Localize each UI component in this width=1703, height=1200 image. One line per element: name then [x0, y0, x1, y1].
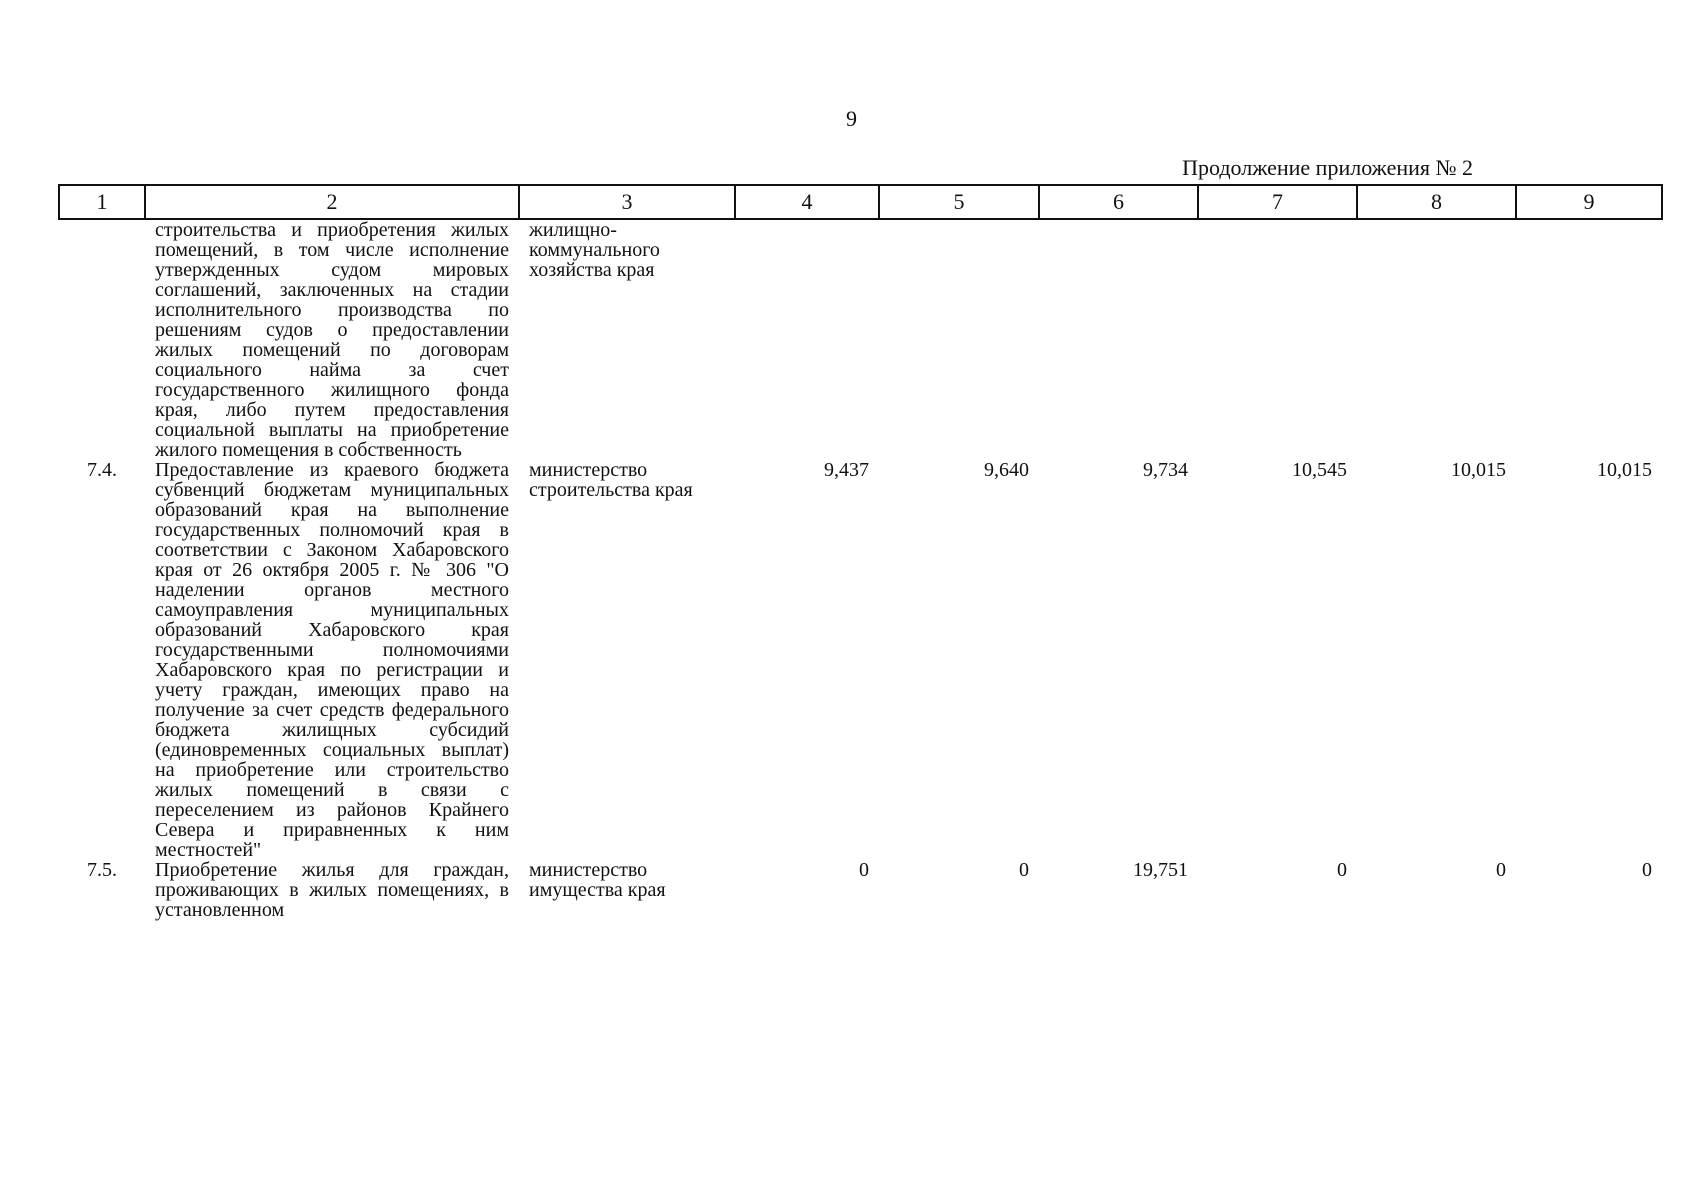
- row-value: [1039, 219, 1198, 460]
- row-number: [59, 219, 145, 460]
- row-value: 10,545: [1292, 459, 1347, 481]
- row-description: Предоставление из краевого бюджета субвенций бюджетам муниципальных образований края на выполнение государственных полномочий края в соответствии с Законом Хабаровского края от 26 октября 2005 г. № 306 "О наделении органов местного самоуправления муниципальных образований Хабаровского края государственными полномочиями Хабаровского края по регистрации и учету граждан, имеющих право на получение за счет средств федерального бюджета жилищных субсидий (единовременных социальных выплат) на приобретение или строительство жилых помещений в связи с переселением из районов Крайнего Севера и приравненных к ним местностей": [155, 459, 509, 861]
- row-value: [735, 219, 879, 460]
- appendix-continuation-note: Продолжение приложения № 2: [1182, 155, 1473, 180]
- column-header: 3: [519, 185, 735, 219]
- column-header: 2: [145, 185, 519, 219]
- row-value: 9,437: [824, 459, 869, 481]
- table-row: [59, 460, 1662, 860]
- page-number: 9: [846, 106, 857, 131]
- row-value: 19,751: [1133, 859, 1188, 881]
- row-number: 7.4.: [87, 459, 117, 481]
- row-organization: министерство строительства края: [529, 459, 693, 501]
- row-value: [1198, 219, 1357, 460]
- row-description: Приобретение жилья для граждан, проживающих в жилых помещениях, в установленном: [155, 859, 509, 921]
- row-organization: жилищно-коммунального хозяйства края: [529, 219, 660, 281]
- row-value: 10,015: [1451, 459, 1506, 481]
- row-description: строительства и приобретения жилых помещений, в том числе исполнение утвержденных судом мировых соглашений, заключенных на стадии исполнительного производства по решениям судов о предоставлении жилых помещений по договорам социального найма за счет государственного жилищного фонда края, либо путем предоставления социальной выплаты на приобретение жилого помещения в собственность: [155, 219, 509, 461]
- row-organization: министерство имущества края: [529, 859, 666, 901]
- table-header-row: [59, 185, 1662, 219]
- row-value: [879, 219, 1039, 460]
- row-value: 10,015: [1597, 459, 1652, 481]
- column-header: 1: [59, 185, 145, 219]
- row-value: 0: [1496, 859, 1506, 881]
- column-header: 7: [1198, 185, 1357, 219]
- row-value: [1516, 219, 1662, 460]
- row-value: 0: [1337, 859, 1347, 881]
- row-value: 0: [859, 859, 869, 881]
- budget-table: [58, 184, 1663, 920]
- row-value: [1357, 219, 1516, 460]
- column-header: 6: [1039, 185, 1198, 219]
- column-header: 4: [735, 185, 879, 219]
- table-row: [59, 219, 1662, 460]
- table-row: [59, 860, 1662, 920]
- row-value: 0: [1642, 859, 1652, 881]
- column-header: 9: [1516, 185, 1662, 219]
- column-header: 5: [879, 185, 1039, 219]
- row-value: 9,734: [1143, 459, 1188, 481]
- row-number: 7.5.: [87, 859, 117, 881]
- row-value: 0: [1019, 859, 1029, 881]
- column-header: 8: [1357, 185, 1516, 219]
- row-value: 9,640: [984, 459, 1029, 481]
